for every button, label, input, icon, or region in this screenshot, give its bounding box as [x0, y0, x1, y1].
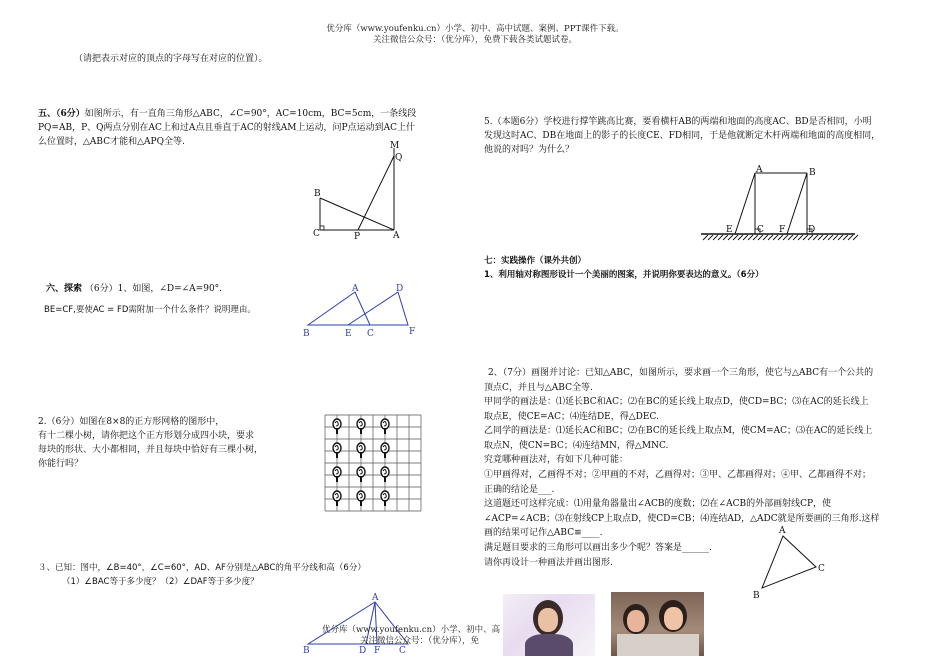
q6-triangles-figure — [300, 282, 425, 340]
q5-line-3: 么位置时，△ABC才能和△APQ全等. — [38, 136, 185, 147]
page-header — [0, 24, 950, 46]
photo-clothes — [525, 634, 573, 656]
hatch-stroke — [783, 235, 788, 240]
q6-label-c: C — [367, 329, 374, 339]
q5-label-c: C — [313, 229, 320, 239]
hatch-stroke — [833, 235, 838, 240]
q72-line-2: 顶点C，并且与△ABC全等. — [484, 382, 593, 393]
tree-icon — [381, 491, 389, 506]
tree-icon — [357, 443, 365, 458]
hatch-stroke — [738, 235, 743, 240]
ground-hatching — [703, 235, 858, 240]
q5-seg-pq — [358, 156, 394, 230]
q2-line-1: 2.（6分）如图在8×8的正方形网格的图形中， — [38, 417, 225, 427]
q6-label-f: F — [409, 327, 416, 337]
q6-header — [46, 283, 222, 297]
photo-face — [538, 608, 558, 632]
q72-label-a: A — [779, 526, 786, 536]
photo-student-portrait — [503, 594, 595, 656]
question-2-grid — [38, 416, 298, 472]
q6-title: 六、探索 — [46, 284, 83, 294]
footer-line-2: 关注微信公众号：（优分库），免 — [360, 636, 480, 647]
tree-icon — [333, 467, 341, 482]
hatch-stroke — [843, 235, 848, 240]
r-q5-poles-figure — [695, 160, 865, 245]
tree-icon — [333, 491, 341, 506]
hatch-stroke — [823, 235, 828, 240]
hatch-stroke — [768, 235, 773, 240]
q2-line-2: 有十二棵小树，请你把这个正方形划分成四小块，要求 — [38, 430, 255, 441]
q3-label-d: D — [359, 646, 367, 656]
hatch-stroke — [753, 235, 758, 240]
r-q5-label-d: D — [808, 225, 816, 235]
hatch-stroke — [813, 235, 818, 240]
q72-triangle-figure — [750, 522, 830, 602]
hatch-stroke — [793, 235, 798, 240]
photo-clothes — [617, 634, 699, 656]
q5-title: 五、（6分） — [38, 109, 85, 119]
tree-icon — [357, 467, 365, 482]
tree-icon — [381, 419, 389, 434]
q2-line-3: 每块的形状、大小都相同，并且每块中恰好有三棵小树， — [38, 444, 264, 455]
r-q5-label-e: E — [726, 225, 733, 235]
q5-label-a: A — [393, 231, 400, 241]
q72-line-12: 画的结果可记作△ABC≌____. — [484, 528, 603, 539]
q5-label-b: B — [314, 189, 321, 199]
q6-line-2: BE=CF,要使AC = FD需附加一个什么条件？说明理由。 — [44, 305, 256, 315]
question-7-2 — [484, 366, 924, 570]
q72-label-c: C — [818, 564, 825, 574]
hatch-stroke — [703, 235, 708, 240]
hatch-stroke — [838, 235, 843, 240]
q72-label-b: B — [753, 591, 760, 601]
q2-line-4: 你能行吗？ — [38, 458, 84, 469]
header-line-1: 优分库（www.youfenku.cn）小学、初中、高中试题、案例、PPT课件下载。 — [326, 24, 624, 34]
hatch-stroke — [788, 235, 793, 240]
q72-line-10: 这道题还可这样完成：⑴用量角器量出∠ACB的度数；⑵在∠ACB的外部画射线CP，使 — [484, 499, 832, 510]
q72-line-7: 究竟哪种画法对，有如下几种可能： — [484, 455, 629, 466]
q72-line-9: 正确的结论是___. — [484, 484, 555, 495]
tree-icon — [333, 443, 341, 458]
hatch-stroke — [778, 235, 783, 240]
q3-line-2: （1）∠BAC等于多少度？（2）∠DAF等于多少度？ — [62, 577, 259, 587]
q5-seg-ba — [320, 198, 394, 230]
photo-person-2-face — [664, 607, 683, 630]
hatch-stroke — [748, 235, 753, 240]
r-q5-label-c: C — [757, 225, 764, 235]
tree-icon — [333, 419, 341, 434]
r-q5-label-a: A — [756, 165, 763, 175]
hatch-stroke — [723, 235, 728, 240]
q5-right-angle-mark — [320, 226, 324, 230]
footer-line-1: 优分库（www.youfenku.cn）小学、初中、高 — [322, 625, 501, 635]
q6-label-d: D — [396, 284, 404, 294]
r-q5-line-1: 5.（本题6分）学校进行撑竿跳高比赛，要看横杆AB的两端和地面的高度AC、BD是否相同，小明 — [484, 117, 872, 127]
q2-8x8-grid-figure — [323, 413, 423, 513]
q72-line-4: 取点E，使CE=AC；⑷连结DE，得△DEC. — [484, 411, 659, 422]
r-q5-label-b: B — [809, 168, 816, 178]
shadow-ray-ae — [735, 173, 755, 234]
hatch-stroke — [708, 235, 713, 240]
hatch-stroke — [818, 235, 823, 240]
q72-line-3: 甲同学的画法是：⑴延长BC和AC；⑵在BC的延长线上取点D，使CD=BC；⑶在AC的延长线上 — [484, 397, 869, 408]
q3-label-c: C — [399, 646, 406, 656]
hatch-stroke — [728, 235, 733, 240]
hatch-stroke — [713, 235, 718, 240]
q72-line-6: 取点N，使CN=BC；⑷连结MN，得△MNC. — [484, 440, 669, 451]
tree-icon — [381, 443, 389, 458]
q72-line-1: 2、（7分）画图并讨论：已知△ABC，如图所示，要求画一个三角形，使它与△ABC有一个公共的 — [488, 368, 874, 378]
question-5-right — [484, 116, 924, 158]
q72-triangle-abc — [762, 536, 816, 588]
hatch-stroke — [798, 235, 803, 240]
q7-line-1: 1、利用轴对称图形设计一个美丽的图案，并说明你要表达的意义。（6分） — [484, 270, 764, 280]
hatch-stroke — [758, 235, 763, 240]
q7-title: 七：实践操作（课外共创） — [484, 256, 587, 266]
q3-line-1: ３、已知：图中，∠B=40°，∠C=60°，AD、AF分别是△ABC的角平分线和高（6分） — [38, 563, 366, 573]
instruction-note: （请把表示对应的顶点的字母写在对应的位置）。 — [74, 54, 268, 64]
shadow-ray-bf — [787, 173, 807, 234]
q5-label-m: M — [390, 141, 400, 151]
hatch-stroke — [733, 235, 738, 240]
q5-line-1: 如图所示，有一直角三角形△ABC，∠C=90°，AC=10cm，BC=5cm，一条线段 — [84, 109, 417, 119]
page-footer — [322, 625, 500, 648]
q72-line-5: 乙同学的画法是：⑴延长AC和BC；⑵在BC的延长线上取点M，使CM=AC；⑶在AC的延长线上 — [484, 426, 873, 437]
tree-icon — [381, 467, 389, 482]
photo-person-1-face — [627, 610, 645, 632]
hatch-stroke — [718, 235, 723, 240]
q3-label-f: F — [374, 646, 381, 656]
q72-line-13: 满足题目要求的三角形可以画出多少个呢？答案是______. — [484, 542, 712, 553]
r-q5-line-3: 他说的对吗？为什么？ — [484, 144, 575, 155]
r-q5-line-2: 发现这时AC、DB在地面上的影子的长度CE、FD相同，于是他就断定木杆两端和地面的高度相同， — [484, 130, 881, 141]
q72-line-14: 请你再设计一种画法并画出图形. — [484, 557, 613, 568]
q3-label-b: B — [303, 646, 310, 656]
q6-triangle-abc — [308, 292, 370, 325]
hatch-stroke — [848, 235, 853, 240]
q5-label-p: P — [354, 232, 361, 242]
q6-label-a: A — [352, 284, 359, 294]
hatch-stroke — [743, 235, 748, 240]
q6-score: （6分）1、如图，∠D=∠A=90°. — [84, 284, 223, 294]
hatch-stroke — [853, 235, 858, 240]
q5-label-q: Q — [395, 153, 403, 163]
hatch-stroke — [773, 235, 778, 240]
q5-triangle-figure — [300, 138, 420, 243]
hatch-stroke — [828, 235, 833, 240]
q5-line-2: PQ=AB，P、Q两点分别在AC上和过A点且垂直于AC的射线AM上运动，问P点运动到AC上什 — [38, 122, 415, 133]
hatch-stroke — [803, 235, 808, 240]
tree-icon — [357, 419, 365, 434]
q6-label-e: E — [345, 329, 352, 339]
tree-icon — [357, 491, 365, 506]
header-line-2: 关注微信公众号：（优分库），免费下载各类试题试卷。 — [372, 35, 577, 46]
photo-two-students — [611, 592, 704, 656]
r-q5-label-f: F — [779, 225, 786, 235]
q72-line-8: ①甲画得对，乙画得不对；②甲画的不对，乙画得对；③甲、乙都画得对；④甲、乙都画得不对； — [484, 470, 872, 481]
q72-line-11: ∠ACP=∠ACB；⑶在射线CP上取点D，使CD=CB；⑷连结AD，△ADC就是所要画的三角形.这样 — [484, 513, 880, 524]
hatch-stroke — [808, 235, 813, 240]
hatch-stroke — [763, 235, 768, 240]
q3-label-a: A — [372, 593, 379, 603]
q6-label-b: B — [303, 329, 310, 339]
